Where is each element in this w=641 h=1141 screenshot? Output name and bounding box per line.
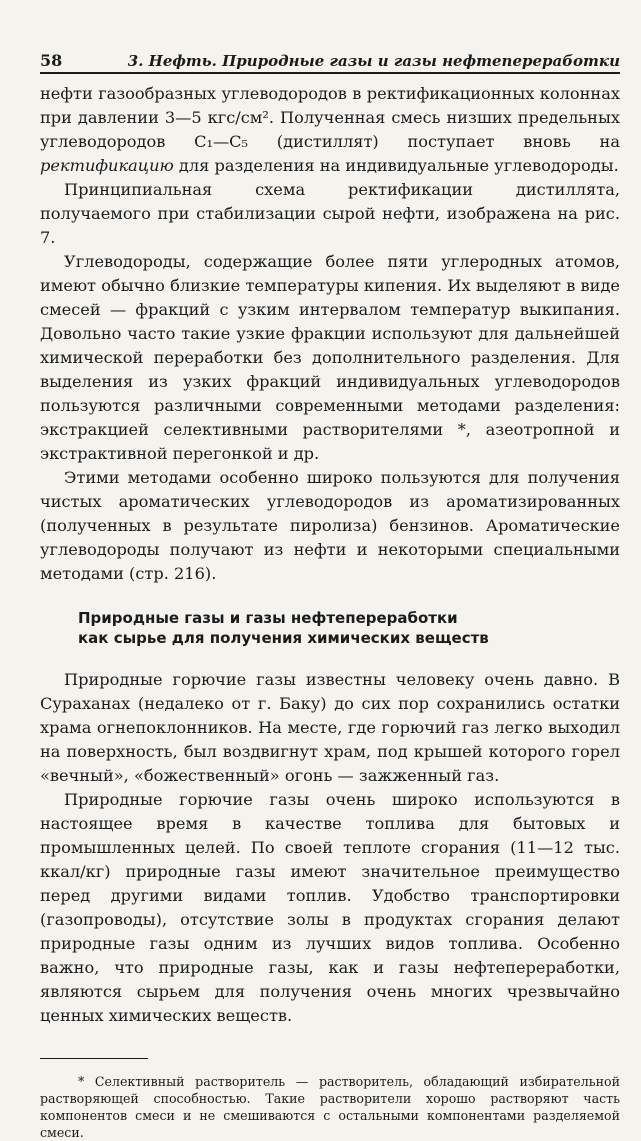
- book-page: [40, 40, 620, 1141]
- paragraph: Этими методами особенно широко пользуются для получения чистых ароматических углеводородов из ароматизированных (полученных в результате пиролиза) бензинов. Ароматические углеводороды получают из нефти и некоторыми специальными методами (стр. 216).: [40, 468, 620, 583]
- footnote: [40, 1073, 620, 1141]
- paragraph: нефти газообразных углеводородов в ректификационных колоннах при давлении 3—5 кгс/см². Полученная смесь низших предельных углеводородов C₁—C₅ (дистиллят) поступает вновь на ректификацию для разделения на индивидуальные углеводороды.: [40, 84, 620, 175]
- running-title: 3. Нефть. Природные газы и газы нефтепереработки: [127, 52, 620, 70]
- paragraph: Принципиальная схема ректификации дистиллята, получаемого при стабилизации сырой нефти, изображена на рис. 7.: [40, 180, 620, 247]
- section-heading: Природные газы и газы нефтепереработки как сырье для получения химических веществ: [78, 609, 489, 647]
- header-rule: [40, 72, 620, 74]
- footnote-text: * Селективный растворитель — растворитель, обладающий избирательной растворяющей способностью. Такие растворители хорошо растворяют часть компонентов смеси и не смешиваются с остальными компонентами разделяемой смеси.: [40, 1074, 620, 1140]
- page-number: 58: [40, 51, 63, 70]
- emphasis-term: ректификацию: [40, 156, 174, 175]
- page-header: [40, 40, 620, 70]
- paragraph: Природные горючие газы известны человеку очень давно. В Сураханах (недалеко от г. Баку) до сих пор сохранились остатки храма огнепоклонников. На месте, где горючий газ легко выходил на поверхность, был воздвигнут храм, под крышей которого горел «вечный», «божественный» огонь — зажженный газ.: [40, 670, 620, 785]
- main-text: [40, 82, 620, 1028]
- footnote-rule: [40, 1058, 148, 1059]
- paragraph: Углеводороды, содержащие более пяти углеродных атомов, имеют обычно близкие температуры кипения. Их выделяют в виде смесей — фракций с узким интервалом температур выкипания. Довольно часто такие узкие фракции используют для дальнейшей химической переработки без дополнительного разделения. Для выделения из узких фракций индивидуальных углеводородов пользуются различными современными методами разделения: экстракцией селективными растворителями *, азеотропной и экстрактивной перегонкой и др.: [40, 252, 620, 463]
- paragraph: Природные горючие газы очень широко используются в настоящее время в качестве топлива для бытовых и промышленных целей. По своей теплоте сгорания (11—12 тыс. ккал/кг) природные газы имеют значительное преимущество перед другими видами топлив. Удобство транспортировки (газопроводы), отсутствие золы в продуктах сгорания делают природные газы одним из лучших видов топлива. Особенно важно, что природные газы, как и газы нефтепереработки, являются сырьем для получения очень многих чрезвычайно ценных химических веществ.: [40, 790, 620, 1025]
